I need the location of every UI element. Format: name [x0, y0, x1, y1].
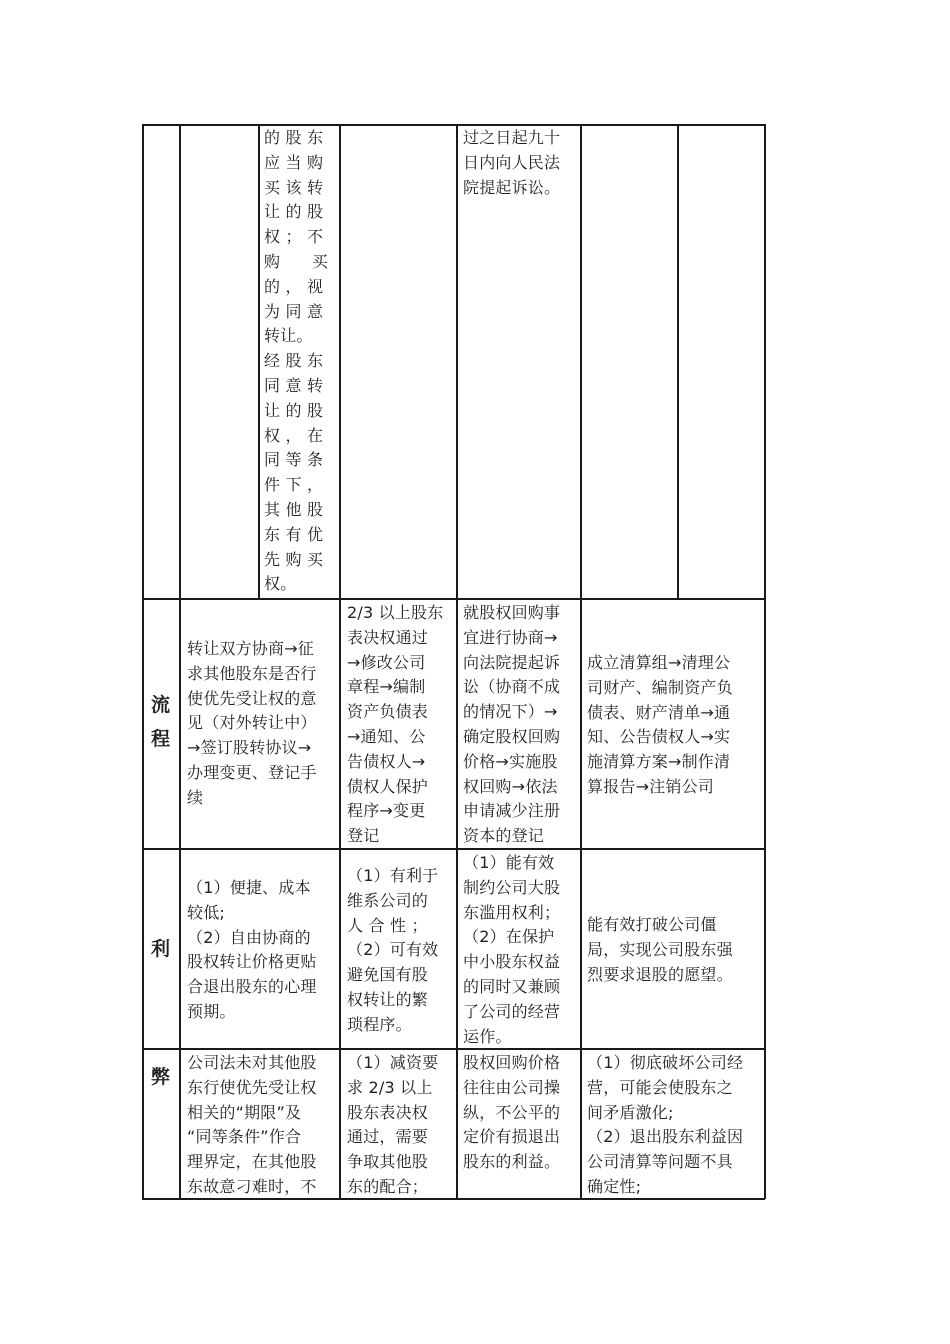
process-reduction-cell: 2/3 以上股东 表决权通过 →修改公司 章程→编制 资产负债表 →通知、公 告债权人→ 债权人保护 程序→变更 登记 [347, 603, 444, 846]
table-border-right [764, 124, 766, 1199]
pros-transfer-cell: （1）便捷、成本 较低; （2）自由协商的 股权转让价格更贴 合退出股东的心理 预期。 [187, 878, 317, 1021]
cons-repurchase-cell: 股权回购价格 往往由公司操 纵，不公平的 定价有损退出 股东的利益。 [463, 1053, 561, 1172]
cons-reduction-cell: （1）减资要 求 2/3 以上 股东表决权 通过，需要 争取其他股 东的配合； [347, 1053, 439, 1196]
row-header-process: 流 程 [151, 694, 171, 750]
pros-repurchase-cell: （1）能有效 制约公司大股 东滥用权利； （2）在保护 中小股东权益 的同时又兼顾 了公司的经营 运作。 [463, 853, 561, 1046]
column-divider-sub-2 [677, 124, 679, 599]
continuation-repurchase-cell: 过之日起九十 日内向人民法 院提起诉讼。 [463, 128, 561, 197]
table-border-top [142, 124, 765, 126]
pros-dissolution-cell: 能有效打破公司僵 局，实现公司股东强 烈要求退股的愿望。 [587, 915, 733, 984]
row-divider-1 [142, 598, 765, 600]
cons-dissolution-cell: （1）彻底破坏公司经 营，可能会使股东之 间矛盾激化; （2）退出股东利益因 公司清算等问题不具 确定性; [587, 1053, 744, 1196]
column-divider-3 [456, 124, 458, 1199]
row-divider-3 [142, 1048, 765, 1050]
cons-transfer-cell: 公司法未对其他股 东行使优先受让权 相关的“期限”及 “同等条件”作合 理界定，在其他股 东故意刁难时，不 [187, 1053, 317, 1196]
continuation-transfer-cell: 的 股 东 应 当 购 买 该 转 让 的 股 权 ； 不 购 买 的 ， 视 为 同 意 转让。 经 股 东 同 意 转 让 的 股 权 ， 在 同 等 条 件 下 ， 其 他 股 东 有 优 先 购 买 权。 [264, 128, 329, 594]
process-repurchase-cell: 就股权回购事 宜进行协商→ 向法院提起诉 讼（协商不成 的情况下）→ 确定股权回购 价格→实施股 权回购→依法 申请减少注册 资本的登记 [463, 603, 561, 846]
pros-reduction-cell: （1）有利于 维系公司的 人 合 性 ； （2）可有效 避免国有股 权转让的繁 琐程序。 [347, 866, 439, 1034]
column-divider-4 [580, 124, 582, 1199]
row-header-pros: 利 [151, 938, 171, 960]
process-dissolution-cell: 成立清算组→清理公 司财产、编制资产负 债表、财产清单→通 知、公告债权人→实 施清算方案→制作清 算报告→注销公司 [587, 653, 733, 796]
row-header-cons: 弊 [151, 1066, 171, 1088]
table-border-left [142, 124, 144, 1199]
column-divider-1 [179, 124, 181, 1199]
process-transfer-cell: 转让双方协商→征 求其他股东是否行 使优先受让权的意 见（对外转让中） →签订股转协议→ 办理变更、登记手 续 [187, 639, 317, 807]
column-divider-2 [339, 124, 341, 1199]
column-divider-sub [258, 124, 260, 599]
